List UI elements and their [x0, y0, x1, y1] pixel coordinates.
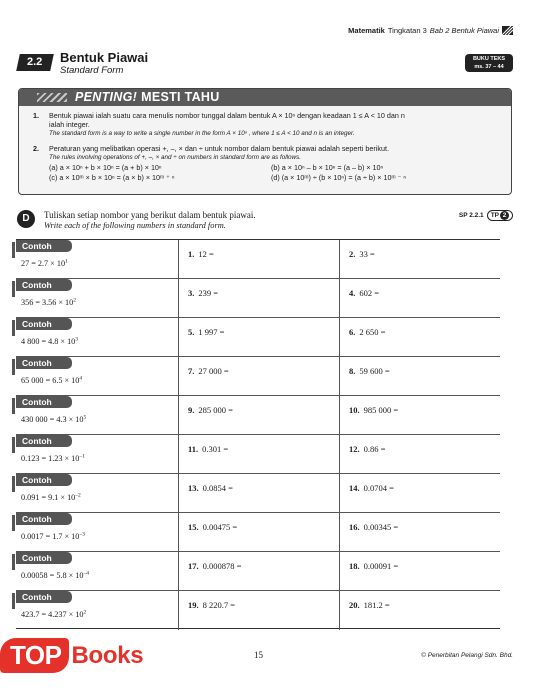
question-number: 19.	[188, 600, 199, 610]
question-cell[interactable]	[340, 513, 500, 551]
example-base: 423.7 = 4.237 × 10	[21, 610, 84, 619]
question-text	[349, 405, 398, 415]
question-number: 20.	[349, 600, 360, 610]
example-exponent: 3	[75, 336, 79, 343]
tab-bar	[12, 359, 15, 375]
tp-badge	[487, 210, 513, 221]
exercise-instruction-english: Write each of the following numbers in standard form.	[44, 221, 226, 230]
example-text	[21, 532, 85, 541]
question-number: 10.	[349, 405, 360, 415]
textbook-ref-badge	[465, 54, 513, 72]
example-cell	[16, 240, 179, 278]
question-cell[interactable]	[179, 474, 340, 512]
hatch-corner-icon	[502, 26, 513, 35]
point-2-text: Peraturan yang melibatkan operasi +, –, × dan ÷ untuk nombor dalam bentuk piawai adalah seperti berikut.	[49, 144, 389, 153]
example-base: 0.00058 = 5.8 × 10	[21, 571, 84, 580]
question-text	[188, 444, 228, 454]
question-number: 8.	[349, 366, 356, 376]
penting-banner	[19, 89, 511, 106]
question-cell[interactable]	[340, 240, 500, 278]
question-number: 18.	[349, 561, 360, 571]
question-number: 1.	[188, 249, 195, 259]
example-text	[21, 454, 85, 463]
example-exponent: –4	[83, 570, 89, 577]
question-cell[interactable]	[340, 591, 500, 630]
table-row	[16, 552, 500, 591]
table-row	[16, 396, 500, 435]
tab-bar	[12, 554, 15, 570]
table-row	[16, 357, 500, 396]
example-base: 356 = 3.56 × 10	[21, 298, 74, 307]
point-1-number: 1.	[33, 111, 39, 120]
question-text	[188, 249, 214, 259]
question-value: 0.301 =	[202, 444, 229, 454]
section-subtitle: Standard Form	[60, 65, 124, 76]
question-value: 985 000 =	[363, 405, 399, 415]
contoh-tab: Contoh	[16, 357, 72, 369]
example-text	[21, 337, 78, 346]
contoh-tab: Contoh	[16, 318, 72, 330]
example-base: 65 000 = 6.5 × 10	[21, 376, 80, 385]
publisher-credit: © Penerbitan Pelangi Sdn. Bhd.	[421, 652, 513, 659]
question-cell[interactable]	[179, 240, 340, 278]
table-row	[16, 591, 500, 630]
question-text	[349, 561, 398, 571]
section-number: 2.2	[27, 56, 43, 68]
question-value: 59 600 =	[359, 366, 390, 376]
question-value: 2 650 =	[359, 327, 386, 337]
question-text	[349, 600, 390, 610]
example-cell	[16, 357, 179, 395]
question-cell[interactable]	[340, 279, 500, 317]
table-row	[16, 513, 500, 552]
contoh-tab: Contoh	[16, 552, 72, 564]
question-value: 0.00091 =	[363, 561, 399, 571]
exercise-table	[16, 239, 500, 629]
example-exponent: 1	[65, 258, 68, 265]
example-base: 4 800 = 4.8 × 10	[21, 337, 76, 346]
textbook-ref-pages: ms. 37 – 44	[474, 64, 504, 70]
example-text	[21, 571, 89, 580]
penting-box	[18, 88, 512, 195]
example-text	[21, 493, 81, 502]
question-text	[188, 327, 224, 337]
question-number: 3.	[188, 288, 195, 298]
example-base: 430 000 = 4.3 × 10	[21, 415, 84, 424]
example-exponent: –1	[79, 453, 85, 460]
question-number: 15.	[188, 522, 199, 532]
section-number-badge	[16, 54, 54, 71]
question-cell[interactable]	[340, 318, 500, 356]
learning-standard-ref	[459, 210, 513, 221]
example-base: 0.091 = 9.1 × 10	[21, 493, 76, 502]
example-exponent: –3	[79, 531, 85, 538]
exercise-letter-badge: D	[17, 210, 35, 228]
example-base: 0.0017 = 1.7 × 10	[21, 532, 80, 541]
section-title: Bentuk Piawai	[60, 50, 149, 65]
question-cell[interactable]	[179, 591, 340, 630]
penting-heading	[75, 90, 220, 104]
mesti-tahu-label: MESTI TAHU	[141, 90, 220, 104]
point-1-line-2: ialah integer.	[49, 120, 90, 129]
tab-bar	[12, 437, 15, 453]
question-cell[interactable]	[179, 318, 340, 356]
question-cell[interactable]	[340, 357, 500, 395]
point-2-number: 2.	[33, 144, 39, 153]
question-cell[interactable]	[179, 513, 340, 551]
question-number: 6.	[349, 327, 356, 337]
exercise-instruction: Tuliskan setiap nombor yang berikut dalam bentuk piawai.	[44, 210, 256, 220]
topbooks-watermark-logo	[0, 638, 143, 673]
tp-label: TP	[490, 212, 499, 219]
question-value: 1 997 =	[198, 327, 225, 337]
contoh-tab: Contoh	[16, 240, 72, 252]
example-text	[21, 376, 82, 385]
contoh-tab: Contoh	[16, 591, 72, 603]
point-2-line-1	[33, 144, 389, 153]
point-1-text: Bentuk piawai ialah suatu cara menulis nombor tunggal dalam bentuk A × 10ⁿ dengan keadaan 1 ≤ A < 10 dan n	[49, 111, 405, 120]
question-text	[188, 522, 237, 532]
question-value: 33 =	[359, 249, 375, 259]
rule-d: (d) (a × 10ᵐ) ÷ (b × 10ⁿ) = (a ÷ b) × 10ᵐ ⁻ ⁿ	[271, 173, 407, 182]
question-value: 0.86 =	[363, 444, 386, 454]
question-text	[349, 249, 375, 259]
question-value: 8 220.7 =	[202, 600, 236, 610]
question-value: 239 =	[198, 288, 219, 298]
rule-c: (c) a × 10ᵐ × b × 10ⁿ = (a × b) × 10ᵐ ⁺ ⁿ	[49, 173, 175, 182]
question-number: 11.	[188, 444, 199, 454]
question-value: 0.00475 =	[202, 522, 238, 532]
table-row	[16, 474, 500, 513]
question-cell[interactable]	[179, 357, 340, 395]
sp-code: SP 2.2.1	[458, 212, 484, 219]
question-cell[interactable]	[340, 474, 500, 512]
page-number: 15	[254, 650, 263, 660]
example-cell	[16, 474, 179, 512]
question-cell[interactable]	[179, 396, 340, 434]
question-number: 12.	[349, 444, 360, 454]
question-value: 0.000878 =	[202, 561, 242, 571]
chevron-stripes-icon	[37, 93, 67, 102]
question-value: 181.2 =	[363, 600, 390, 610]
example-cell	[16, 396, 179, 434]
running-header	[348, 26, 513, 35]
question-cell[interactable]	[340, 396, 500, 434]
example-text	[21, 259, 68, 268]
question-cell[interactable]	[340, 552, 500, 590]
tab-bar	[12, 476, 15, 492]
point-1-line-1	[33, 111, 405, 120]
question-text	[349, 522, 398, 532]
tab-bar	[12, 593, 15, 609]
example-text	[21, 610, 86, 619]
contoh-tab: Contoh	[16, 396, 72, 408]
example-exponent: –2	[75, 492, 81, 499]
example-base: 0.123 = 1.23 × 10	[21, 454, 80, 463]
example-base: 27 = 2.7 × 10	[21, 259, 66, 268]
tab-bar	[12, 320, 15, 336]
question-cell[interactable]	[179, 279, 340, 317]
example-exponent: 4	[79, 375, 83, 382]
textbook-ref-label: BUKU TEKS	[472, 56, 506, 62]
point-1-english: The standard form is a way to write a single number in the form A × 10ⁿ , where 1 ≤ A < 10 and n is an integer.	[49, 130, 355, 137]
question-number: 16.	[349, 522, 360, 532]
table-row	[16, 435, 500, 474]
header-form: Tingkatan 3	[387, 26, 427, 35]
question-text	[188, 483, 233, 493]
question-text	[349, 483, 394, 493]
question-value: 0.0704 =	[363, 483, 394, 493]
example-cell	[16, 552, 179, 590]
point-2-english: The rules involving operations of +, –, × and ÷ on numbers in standard form are as follows.	[49, 154, 301, 161]
question-number: 5.	[188, 327, 195, 337]
contoh-tab: Contoh	[16, 474, 72, 486]
header-subject: Matematik	[348, 26, 385, 35]
question-value: 0.00345 =	[363, 522, 399, 532]
tab-bar	[12, 242, 15, 258]
penting-label: PENTING!	[75, 90, 138, 104]
question-value: 12 =	[198, 249, 214, 259]
question-text	[188, 561, 241, 571]
tab-bar	[12, 515, 15, 531]
question-number: 13.	[188, 483, 199, 493]
example-cell	[16, 591, 179, 630]
example-exponent: 2	[83, 609, 87, 616]
example-text	[21, 415, 86, 424]
contoh-tab: Contoh	[16, 279, 72, 291]
rule-a: (a) a × 10ⁿ + b × 10ⁿ = (a + b) × 10ⁿ	[49, 163, 162, 172]
table-row	[16, 240, 500, 279]
question-value: 27 000 =	[198, 366, 229, 376]
example-exponent: 2	[73, 297, 76, 304]
example-cell	[16, 435, 179, 473]
question-value: 285 000 =	[198, 405, 233, 415]
example-exponent: 5	[83, 414, 87, 421]
table-row	[16, 318, 500, 357]
rule-b: (b) a × 10ⁿ – b × 10ⁿ = (a – b) × 10ⁿ	[271, 163, 384, 172]
question-cell[interactable]	[340, 435, 500, 473]
example-cell	[16, 513, 179, 551]
example-cell	[16, 318, 179, 356]
question-number: 7.	[188, 366, 195, 376]
question-text	[188, 600, 235, 610]
tab-bar	[12, 398, 15, 414]
tp-level: 2	[500, 211, 509, 220]
example-text	[21, 298, 76, 307]
question-cell[interactable]	[179, 552, 340, 590]
contoh-tab: Contoh	[16, 513, 72, 525]
question-cell[interactable]	[179, 435, 340, 473]
question-number: 17.	[188, 561, 199, 571]
table-row	[16, 279, 500, 318]
watermark-books: Books	[71, 641, 144, 669]
question-text	[349, 288, 379, 298]
question-number: 4.	[349, 288, 356, 298]
example-cell	[16, 279, 179, 317]
header-chapter: Bab 2 Bentuk Piawai	[429, 26, 499, 35]
watermark-top: TOP	[0, 638, 69, 673]
question-text	[349, 366, 390, 376]
question-number: 14.	[349, 483, 360, 493]
question-text	[188, 366, 229, 376]
question-text	[188, 405, 233, 415]
question-value: 0.0854 =	[202, 483, 233, 493]
tab-bar	[12, 281, 15, 297]
question-text	[349, 327, 385, 337]
question-value: 602 =	[359, 288, 380, 298]
contoh-tab: Contoh	[16, 435, 72, 447]
question-number: 9.	[188, 405, 195, 415]
question-number: 2.	[349, 249, 356, 259]
question-text	[188, 288, 218, 298]
question-text	[349, 444, 385, 454]
